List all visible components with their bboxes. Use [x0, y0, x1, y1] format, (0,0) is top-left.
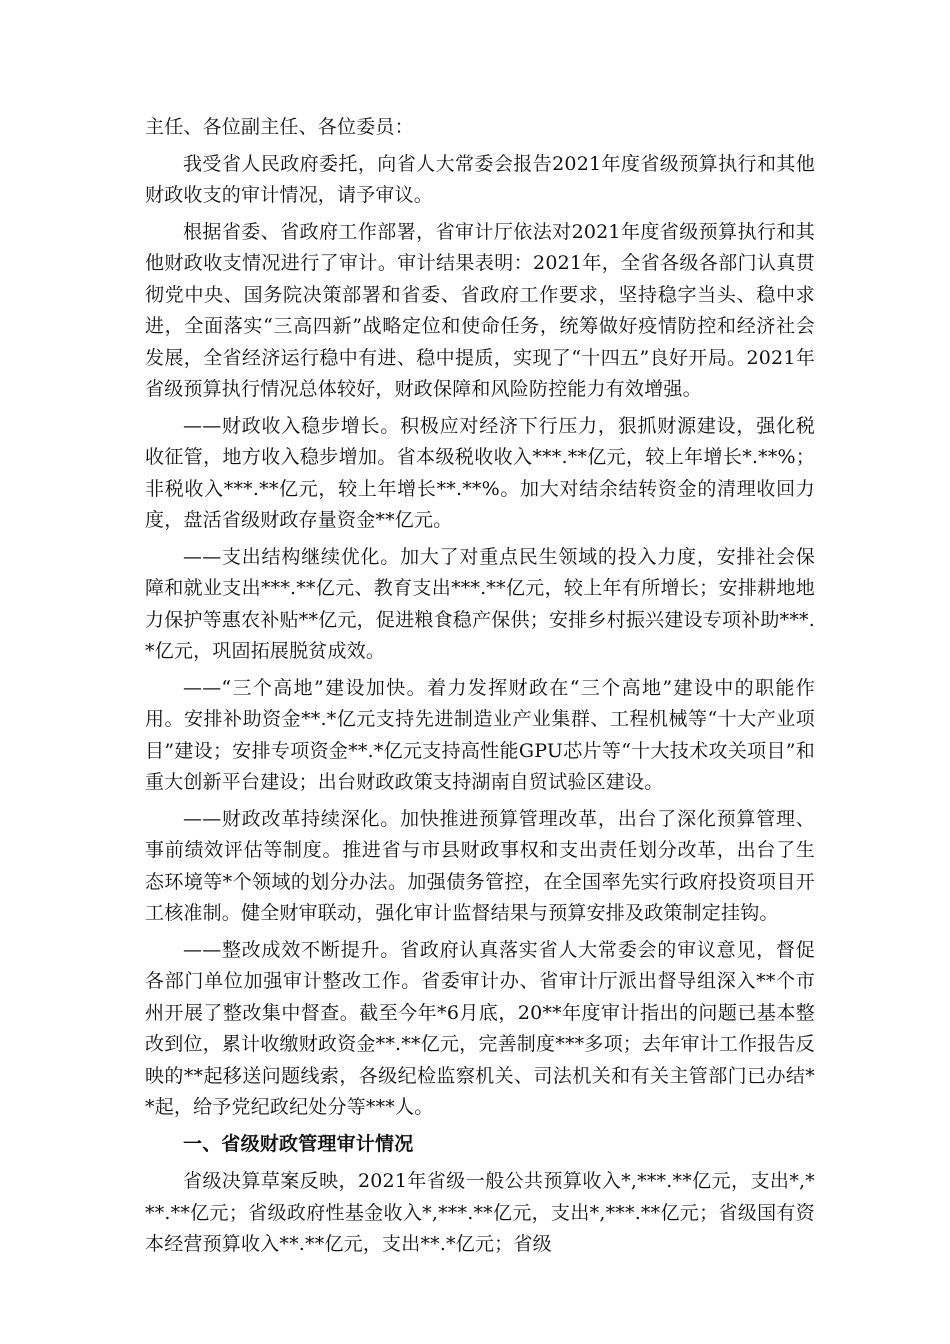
- intro-paragraph: 我受省人民政府委托，向省人大常委会报告2021年度省级预算执行和其他财政收支的审计情况，请予审议。: [145, 152, 815, 206]
- point-fiscal-reform: ——财政改革持续深化。加快推进预算管理改革，出台了深化预算管理、事前绩效评估等制度。推进省与市县财政事权和支出责任划分改革，出台了生态环境等*个领域的划分办法。加强债务管控，在全国率先实行政府投资项目开工核准制。健全财审联动，强化审计监督结果与预算安排及政策制定挂钩。: [145, 807, 815, 924]
- document-body: [145, 112, 815, 1266]
- overview-paragraph: 根据省委、省政府工作部署，省审计厅依法对2021年度省级预算执行和其他财政收支情况进行了审计。审计结果表明：2021年，全省各级各部门认真贯彻党中央、国务院决策部署和省委、省政府工作要求，坚持稳字当头、稳中求进，全面落实“三高四新”战略定位和使命任务，统筹做好疫情防控和经济社会发展，全省经济运行稳中有进、稳中提质，实现了“十四五”良好开局。2021年省级预算执行情况总体较好，财政保障和风险防控能力有效增强。: [145, 220, 815, 400]
- point-rectification: ——整改成效不断提升。省政府认真落实省人大常委会的审议意见，督促各部门单位加强审计整改工作。省委审计办、省审计厅派出督导组深入**个市州开展了整改集中督查。截至今年*6月底，20**年度审计指出的问题已基本整改到位，累计收缴财政资金**.**亿元，完善制度***多项；去年审计工作报告反映的**起移送问题线索，各级纪检监察机关、司法机关和有关主管部门已办结**起，给予党纪政纪处分等***人。: [145, 938, 815, 1118]
- section-heading: 一、省级财政管理审计情况: [183, 1132, 414, 1155]
- point-expenditure-structure: ——支出结构继续优化。加大了对重点民生领域的投入力度，安排社会保障和就业支出***.**亿元、教育支出***.**亿元，较上年有所增长；安排耕地地力保护等惠农补贴**亿元，促进粮食稳产保供；安排乡村振兴建设专项补助***.*亿元，巩固拓展脱贫成效。: [145, 545, 815, 662]
- point-revenue-growth: ——财政收入稳步增长。积极应对经济下行压力，狠抓财源建设，强化税收征管，地方收入稳步增加。省本级税收收入***.**亿元，较上年增长*.**%；非税收入***.**亿元，较上年增长**.**%。加大对结余结转资金的清理收回力度，盘活省级财政存量资金**亿元。: [145, 414, 815, 531]
- salutation: 主任、各位副主任、各位委员：: [145, 116, 414, 138]
- section-paragraph: 省级决算草案反映，2021年省级一般公共预算收入*,***.**亿元，支出*,***.**亿元；省级政府性基金收入*,***.**亿元，支出*,***.**亿元；省级国有资本经营预算收入**.**亿元，支出**.*亿元；省级: [145, 1170, 815, 1255]
- point-three-highlands: ——“三个高地”建设加快。着力发挥财政在“三个高地”建设中的职能作用。安排补助资金**.*亿元支持先进制造业产业集群、工程机械等“十大产业项目”建设；安排专项资金**.*亿元支持高性能GPU芯片等“十大技术攻关项目”和重大创新平台建设；出台财政政策支持湖南自贸试验区建设。: [145, 676, 815, 793]
